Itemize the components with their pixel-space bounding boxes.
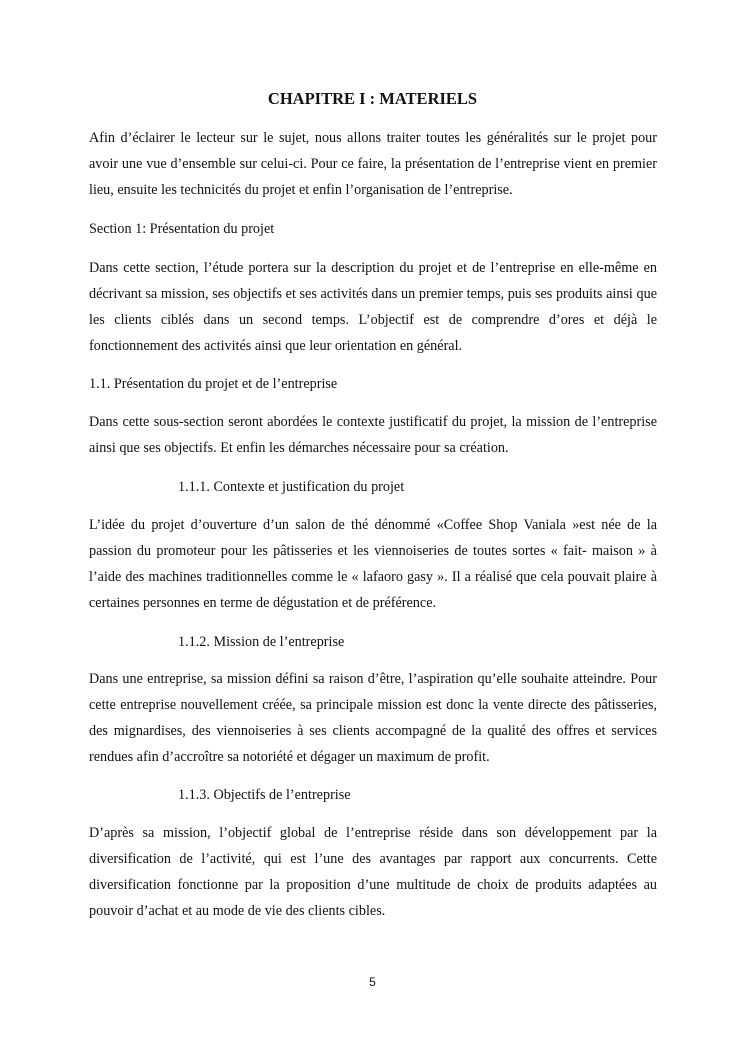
intro-paragraph: Afin d’éclairer le lecteur sur le sujet, nous allons traiter toutes les généralités sur le projet pour avoir une vue d’ensemble sur celui-ci. Pour ce faire, la présentation de l’entreprise vient en premier lieu, ensuite les technicités du projet et enfin l’organisation de l’entreprise. [89,130,657,198]
subsection-1-1-paragraph: Dans cette sous-section seront abordées le contexte justificatif du projet, la mission de l’entreprise ainsi que ses objectifs. Et enfin les démarches nécessaire pour sa création. [89,414,657,456]
subsection-1-1-2-paragraph: Dans une entreprise, sa mission défini sa raison d’être, l’aspiration qu’elle souhaite atteindre. Pour cette entreprise nouvellement créée, sa principale mission est donc la vente directe des pâtisseries, des mignardises, des viennoiseries à ses clients accompagné de la qualité des offres et services rendues afin d’accroître sa notoriété et dégager un maximum de profit. [89,671,657,765]
subsection-1-1-1-paragraph: L’idée du projet d’ouverture d’un salon de thé dénommé «Coffee Shop Vaniala »est née de la passion du promoteur pour les pâtisseries et les viennoiseries de toutes sortes « fait- maison » à l’aide des machines traditionnelles comme le « lafaoro gasy ». Il a réalisé que cela pouvait plaire à certaines personnes en terme de dégustation et de préférence. [89,517,657,611]
subsection-1-1-3-paragraph: D’après sa mission, l’objectif global de l’entreprise réside dans son développement par la diversification de l’activité, qui est l’une des avantages par rapport aux concurrents. Cette diversification fonctionne par la proposition d’une multitude de choix de produits adaptées au pouvoir d’achat et au mode de vie des clients cibles. [89,825,657,919]
subsection-1-1-3-heading: 1.1.3. Objectifs de l’entreprise [178,787,351,803]
subsection-1-1-heading: 1.1. Présentation du projet et de l’entreprise [89,376,338,392]
section-1-heading: Section 1: Présentation du projet [89,221,275,237]
chapter-title: CHAPITRE I : MATERIELS [267,89,478,108]
section-1-paragraph: Dans cette section, l’étude portera sur la description du projet et de l’entreprise en elle-même en décrivant sa mission, ses objectifs et ses activités dans un premier temps, puis ses produits ainsi que les clients ciblés dans un second temps. L’objectif est de comprendre d’ores et déjà le fonctionnement des activités ainsi que leur orientation en général. [89,260,657,354]
page-number: 5 [369,975,376,989]
subsection-1-1-1-heading: 1.1.1. Contexte et justification du projet [178,479,405,495]
subsection-1-1-2-heading: 1.1.2. Mission de l’entreprise [178,634,345,650]
